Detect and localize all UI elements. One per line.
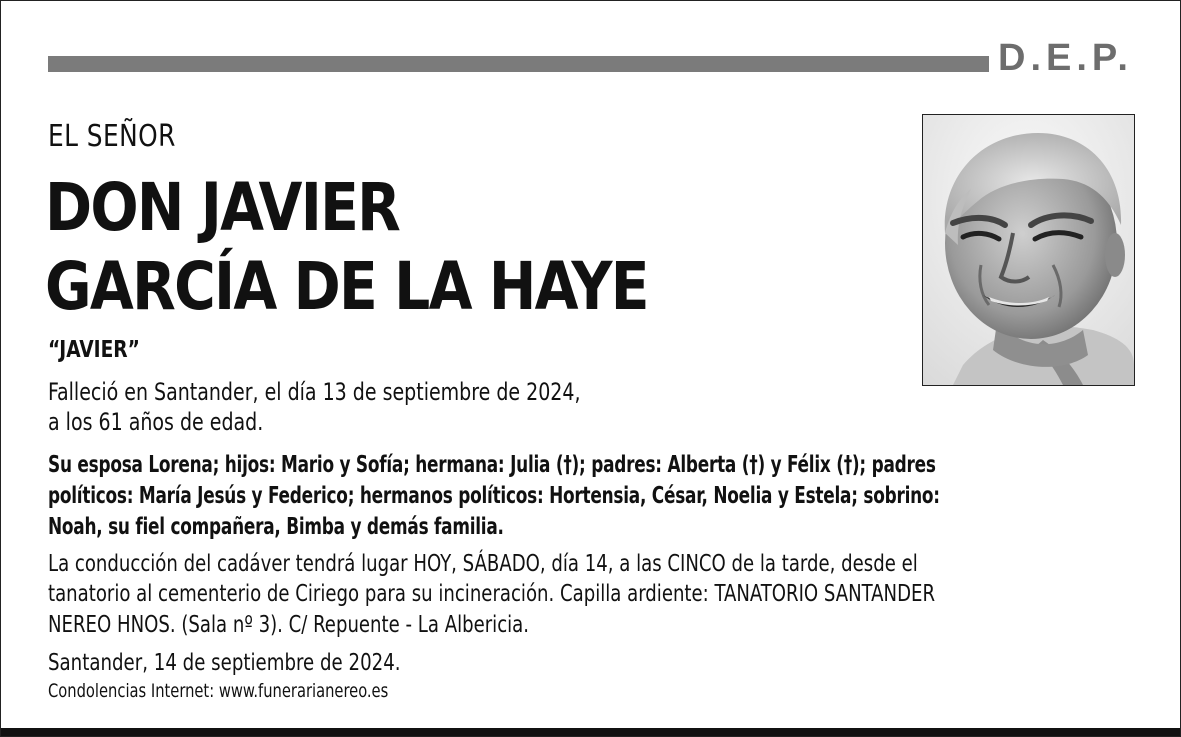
footer-rule bbox=[1, 728, 1180, 736]
deceased-name-line2: GARCÍA DE LA HAYE bbox=[45, 248, 648, 325]
funeral-line2: tanatorio al cementerio de Ciriego para su incineración. Capilla ardiente: TANATORIO SANTANDER bbox=[48, 579, 936, 607]
honorific: EL SEÑOR bbox=[48, 119, 176, 154]
nickname: “JAVIER” bbox=[48, 337, 140, 363]
death-info-line1: Falleció en Santander, el día 13 de septiembre de 2024, bbox=[48, 378, 581, 406]
family-line1: Su esposa Lorena; hijos: Mario y Sofía; hermana: Julia (†); padres: Alberta (†) y Félix (†); padres bbox=[48, 450, 936, 478]
header-rule bbox=[48, 56, 989, 72]
family-line3: Noah, su fiel compañera, Bimba y demás familia. bbox=[48, 512, 504, 540]
funeral-line3: NEREO HNOS. (Sala nº 3). C/ Repuente - La Albericia. bbox=[48, 610, 530, 638]
deceased-name-line1: DON JAVIER bbox=[45, 169, 400, 246]
death-info-line2: a los 61 años de edad. bbox=[48, 408, 264, 436]
dep-label: D.E.P. bbox=[998, 37, 1133, 79]
family-line2: políticos: María Jesús y Federico; hermanos políticos: Hortensia, César, Noelia y Estela; sobrino: bbox=[48, 481, 940, 509]
portrait-photo bbox=[922, 114, 1135, 386]
funeral-line1: La conducción del cadáver tendrá lugar HOY, SÁBADO, día 14, a las CINCO de la tarde, desde el bbox=[48, 549, 918, 577]
place-date: Santander, 14 de septiembre de 2024. bbox=[48, 648, 401, 676]
condolences-link[interactable]: Condolencias Internet: www.funerarianereo.es bbox=[48, 680, 389, 702]
portrait-image bbox=[923, 115, 1134, 385]
